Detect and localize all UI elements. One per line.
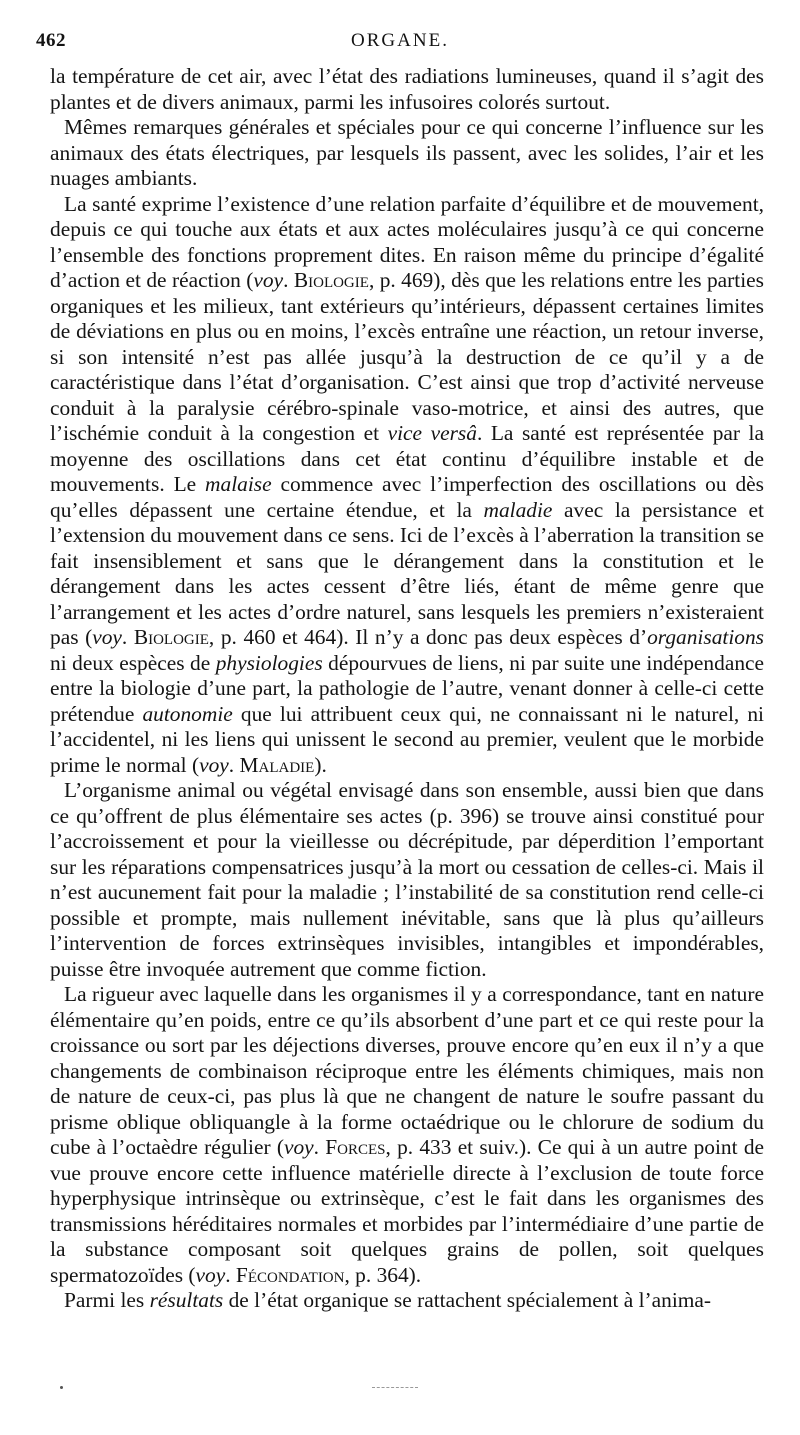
text-run: , p. 469), dès que les relations entre les parties organiques et les milieux, tant extérieurs qu’intérieurs, dépassent certaines limites de déviations en plus ou en moins, l’excès entraîne une réaction, un retour inverse, si son intensité n’est pas allée jusqu’à la destruction de ce qu’il y a de caractéristique dans l’état d’organisation. C’est ainsi que trop d’activité nerveuse conduit à la paralysie cérébro-spinale vaso-motrice, et ainsi des autres, que l’ischémie conduit à la congestion et <box>50 268 764 445</box>
small-caps-run: Maladie <box>239 752 315 777</box>
text-run: commence avec l’imperfection des oscillations ou dès qu’elles dépassent une certaine étendue, et la <box>50 472 764 522</box>
italic-run: voy <box>283 1135 314 1159</box>
italic-run: maladie <box>483 497 553 522</box>
body-text <box>50 64 764 1314</box>
small-caps-run: Biologie <box>293 268 369 292</box>
italic-run: voy <box>92 625 122 649</box>
text-run: ). <box>314 752 327 777</box>
text-run: . <box>121 625 134 649</box>
italic-run: organisations <box>647 625 764 649</box>
text-run: La santé exprime l’existence d’une relation parfaite d’équilibre et de mouvement, depuis ce qui touche aux états et aux actes moléculaires jusqu’à ce qui concerne l’ensemble des fonctions proprement dites. En raison même du principe d’égalité d’action et de réaction ( <box>50 191 764 292</box>
page-number: 462 <box>36 30 66 51</box>
text-run: , p. 433 et suiv.). Ce qui à un autre point de vue prouve encore cette influence matérielle directe à l’exclusion de toute force hyperphysique intrinsèque ou extrinsèque, c’est le fait dans les organismes des transmissions héréditaires normales et morbides par l’intermédiaire d’une partie de la substance composant soit quelques grains de pollen, soit quelques spermatozoïdes ( <box>50 1135 765 1287</box>
italic-run: malaise <box>205 472 272 496</box>
small-caps-run: Forces <box>325 1135 386 1159</box>
text-run: La rigueur avec laquelle dans les organismes il y a correspondance, tant en nature élémentaire qu’en poids, entre ce qu’ils absorbent d’une part et ce qui reste pour la croissance ou sort par les déjections diverses, prouve encore qu’en eux il n’y a que changements de combinaison réciproque entre les éléments chimiques, mais non de nature de ceux-ci, pas plus là que ne changent de nature le soufre passant du prisme oblique obliquangle à la forme octaédrique ou le chlorure de sodium du cube à l’octaèdre régulier ( <box>50 982 764 1159</box>
italic-run: vice versâ <box>387 421 477 445</box>
italic-run: physiologies <box>215 650 323 675</box>
footer-dash <box>372 1387 418 1388</box>
page-header <box>36 30 764 54</box>
italic-run: voy <box>253 268 284 292</box>
italic-run: autonomie <box>142 701 233 726</box>
text-run: avec la persistance et l’extension du mouvement dans ce sens. Ici de l’excès à l’aberration la transition se fait insensiblement et sans que le dérangement dans la constitution et le dérangement dans les actes cessent d’être liés, étant de même genre que l’arrangement et les actes d’ordre naturel, sans lesquels les premiers n’existeraient pas ( <box>50 497 764 649</box>
text-run: , p. 364). <box>344 1262 422 1287</box>
footer-dot <box>60 1386 63 1389</box>
italic-run: voy <box>199 752 229 777</box>
text-run: que lui attribuent ceux qui, ne connaissant ni le naturel, ni l’accidentel, ni les liens qui unissent le second au premier, veulent que le morbide prime le normal ( <box>50 701 764 777</box>
text-run: . <box>228 752 240 777</box>
footer-marks <box>60 1384 460 1394</box>
paragraph <box>50 778 764 982</box>
italic-run: voy <box>195 1262 226 1287</box>
paragraph <box>50 1288 764 1314</box>
text-run: . <box>313 1135 326 1159</box>
text-run: . <box>283 268 294 292</box>
text-run: L’organisme animal ou végétal envisagé dans son ensemble, aussi bien que dans ce qu’offrent de plus élémentaire ses actes (p. 396) se trouve ainsi constitué pour l’accroissement et pour la vieillesse ou décrépitude, par déperdition l’emportant sur les réparations compensatrices jusqu’à la mort ou cessation de celles-ci. Mais il n’est aucunement fait pour la maladie ; l’instabilité de sa constitution rend celle-ci possible et prompte, mais nullement inévitable, sans que là plus qu’ailleurs l’intervention de forces extrinsèques invisibles, intangibles et impondérables, puisse être invoquée autrement que comme fiction. <box>50 778 764 981</box>
text-run: dépourvues de liens, ni par suite une indépendance entre la biologie d’une part, la pathologie de l’autre, venant donner à celle-ci cette prétendue <box>50 650 764 726</box>
paragraph <box>50 982 764 1288</box>
paragraph <box>50 115 764 192</box>
small-caps-run: Biologie <box>133 625 209 649</box>
paragraph <box>50 64 764 115</box>
text-run: Parmi les <box>64 1288 150 1312</box>
text-run: Mêmes remarques générales et spéciales pour ce qui concerne l’influence sur les animaux des états électriques, par lesquels ils passent, avec les solides, l’air et les nuages ambiants. <box>50 115 764 190</box>
running-head: ORGANE. <box>351 30 449 51</box>
text-run: la température de cet air, avec l’état des radiations lumineuses, quand il s’agit des plantes et de divers animaux, parmi les infusoires colorés surtout. <box>50 64 764 114</box>
text-run: de l’état organique se rattachent spécialement à l’anima- <box>223 1288 712 1312</box>
italic-run: résultats <box>149 1288 224 1312</box>
text-run: . <box>225 1262 236 1287</box>
text-run: . La santé est représentée par la moyenne des oscillations dans cet état continu d’équilibre instable et de mouvements. Le <box>50 421 764 496</box>
text-run: , p. 460 et 464). Il n’y a donc pas deux espèces d’ <box>208 625 648 649</box>
small-caps-run: Fécondation <box>235 1262 345 1287</box>
paragraph <box>50 192 764 779</box>
text-run: ni deux espèces de <box>50 650 216 675</box>
